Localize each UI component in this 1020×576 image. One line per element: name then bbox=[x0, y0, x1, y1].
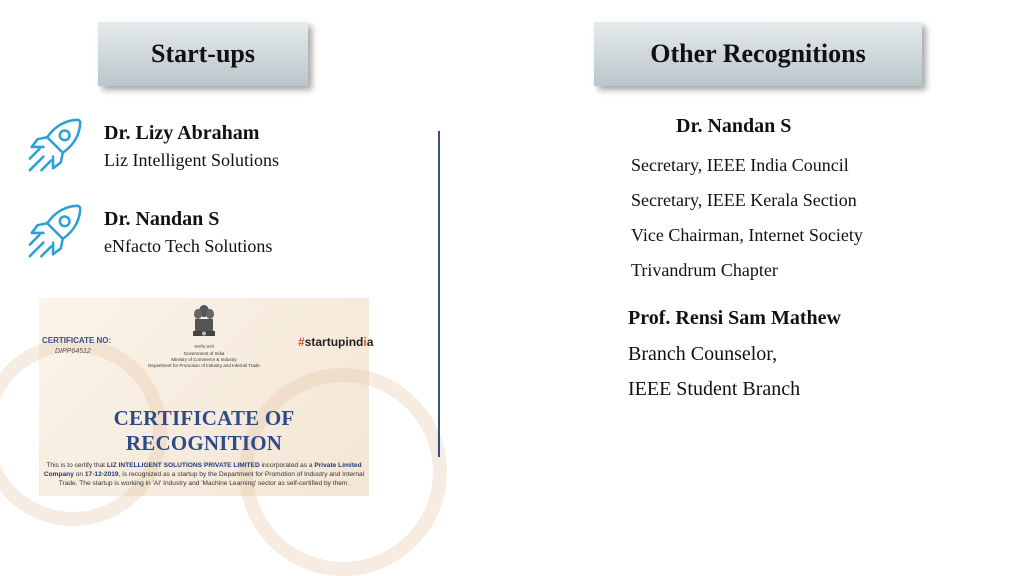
recognition-role: Branch Counselor, bbox=[628, 343, 778, 365]
certificate-body-line: This is to certify that LIZ INTELLIGENT SOLUTIONS PRIVATE LIMITED incorporated as a Private Limited bbox=[46, 462, 362, 469]
recognition-role: Secretary, IEEE Kerala Section bbox=[631, 190, 857, 210]
rocket-icon bbox=[24, 200, 86, 262]
recognition-person-name: Dr. Nandan S bbox=[676, 115, 792, 137]
national-emblem-icon bbox=[189, 303, 219, 343]
founder-company: eNfacto Tech Solutions bbox=[104, 236, 273, 256]
rocket-icon bbox=[24, 114, 86, 176]
certificate-number: DIPP64512 bbox=[55, 348, 91, 355]
certificate-body-line: Company on 17-12-2019, is recognized as a startup by the Department for Promotion of Industry and Internal bbox=[43, 471, 365, 478]
vertical-divider bbox=[438, 131, 440, 457]
certificate-body-line: Trade. The startup is working in 'AI' Industry and 'Machine Learning' sector as self-certified by them. bbox=[58, 480, 350, 487]
recognition-role: Secretary, IEEE India Council bbox=[631, 155, 849, 175]
emblem-caption: सत्यमेव जयते bbox=[194, 344, 214, 349]
department-line: Department for Promotion of Industry and Internal Trade bbox=[148, 363, 260, 368]
recognition-role: Vice Chairman, Internet Society bbox=[631, 225, 863, 245]
founder-company: Liz Intelligent Solutions bbox=[104, 150, 279, 170]
other-recognitions-heading: Other Recognitions bbox=[594, 22, 922, 86]
government-line: Government of India bbox=[183, 351, 225, 356]
ministry-line: Ministry of Commerce & Industry bbox=[171, 357, 237, 362]
founder-item bbox=[24, 114, 404, 178]
startupindia-logo: #startupindia bbox=[298, 335, 374, 349]
founder-item bbox=[24, 200, 404, 264]
founder-name: Dr. Lizy Abraham bbox=[104, 122, 260, 144]
certificate-of-recognition-image bbox=[39, 298, 374, 496]
certificate-title: CERTIFICATE OF RECOGNITION bbox=[113, 406, 295, 455]
recognition-role: Trivandrum Chapter bbox=[631, 260, 778, 280]
startups-heading: Start-ups bbox=[98, 22, 308, 86]
recognition-person-name: Prof. Rensi Sam Mathew bbox=[628, 307, 841, 329]
certificate-number-label: CERTIFICATE NO: bbox=[42, 336, 112, 345]
recognition-role: IEEE Student Branch bbox=[628, 378, 801, 400]
founder-name: Dr. Nandan S bbox=[104, 208, 220, 230]
